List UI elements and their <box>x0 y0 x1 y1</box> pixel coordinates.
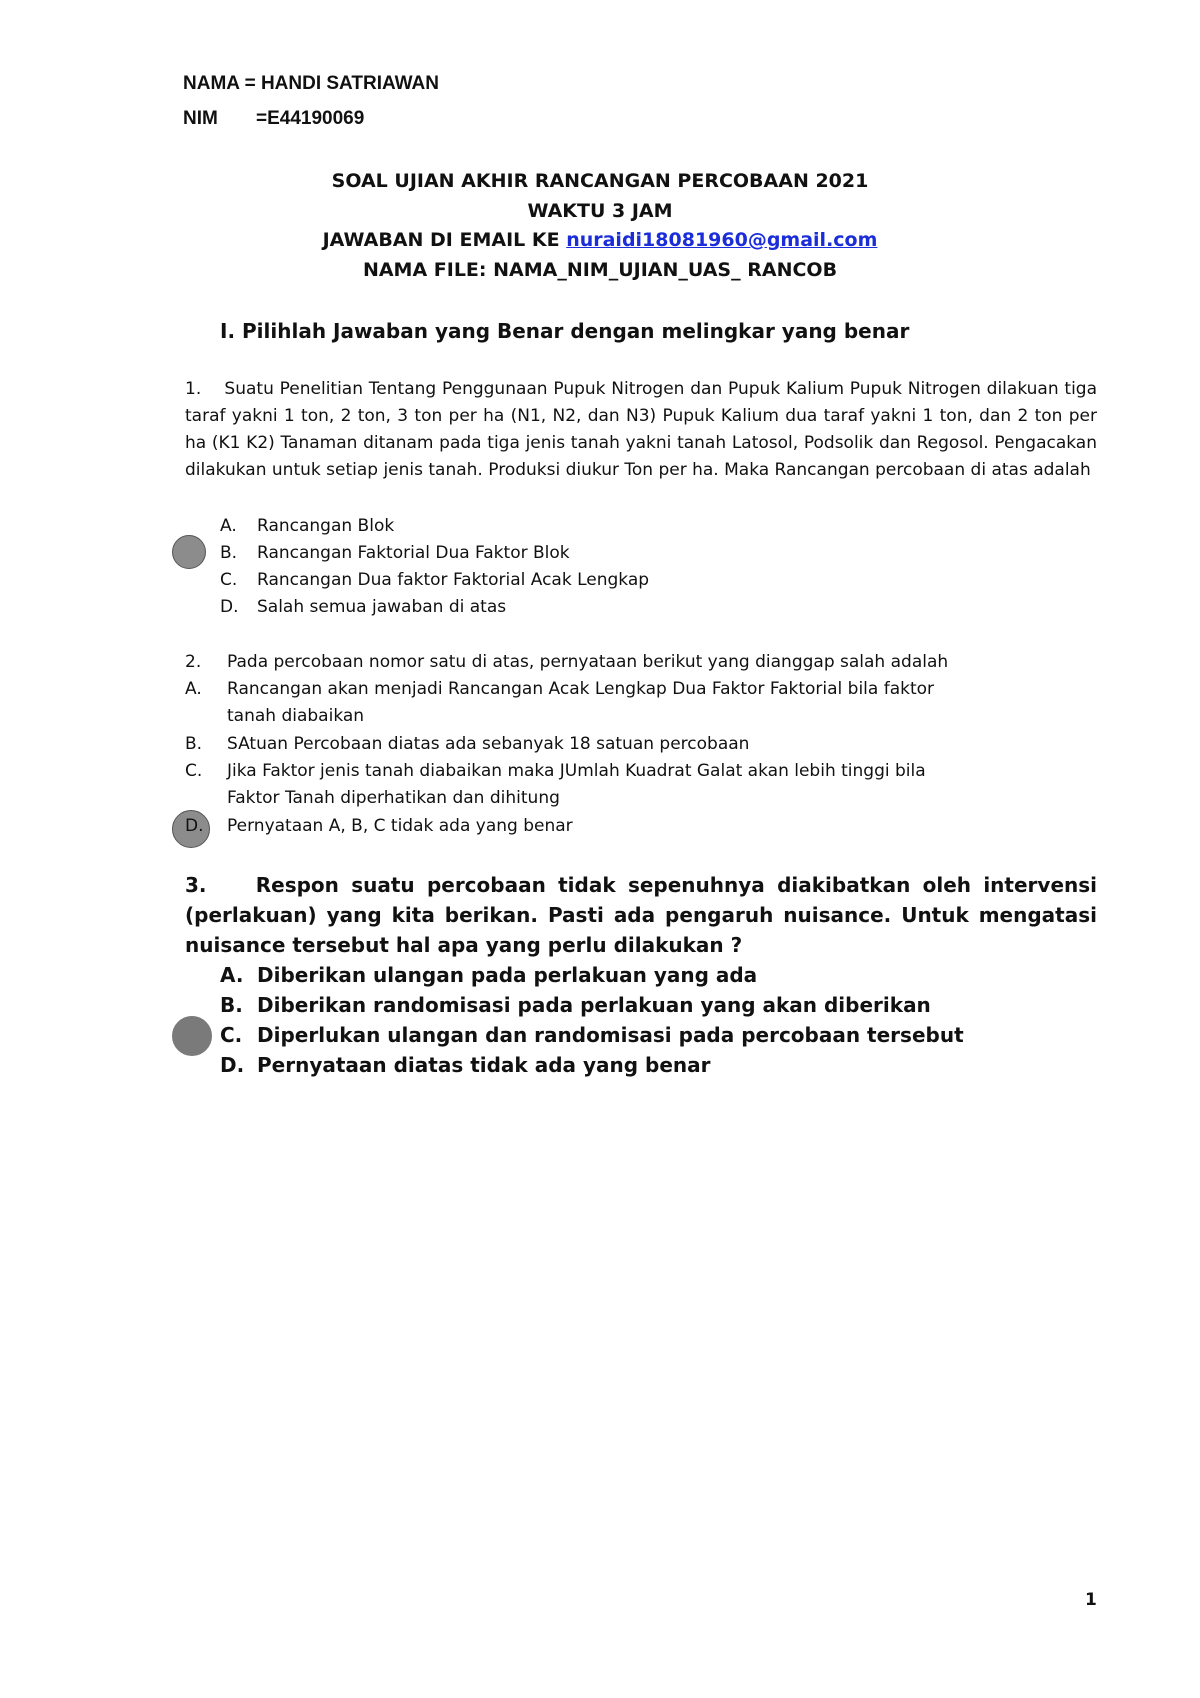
option-3a[interactable] <box>220 960 1100 990</box>
option-letter: A. <box>220 963 244 987</box>
question-text: Respon suatu percobaan tidak sepenuhnya diakibatkan oleh intervensi (perlakuan) yang kita berikan. Pasti ada pengaruh nuisance. Untuk mengatasi nuisance tersebut hal apa yang perlu dilakukan ? <box>185 873 1098 957</box>
option-text: Pernyataan A, B, C tidak ada yang benar <box>227 816 573 836</box>
option-letter: D. <box>220 1053 245 1077</box>
student-nim-label: NIM <box>183 108 218 129</box>
page-number: 1 <box>1085 1590 1097 1610</box>
file-name-instruction: NAMA FILE: NAMA_NIM_UJIAN_UAS_ RANCOB <box>362 259 838 281</box>
option-text: SAtuan Percobaan diatas ada sebanyak 18 satuan percobaan <box>227 734 750 754</box>
option-3d[interactable] <box>220 1050 1100 1080</box>
option-text: Pernyataan diatas tidak ada yang benar <box>257 1053 711 1077</box>
student-nim-value: =E44190069 <box>256 108 365 129</box>
option-text: Diperlukan ulangan dan randomisasi pada percobaan tersebut <box>257 1023 964 1047</box>
option-text-continued: Faktor Tanah diperhatikan dan dihitung <box>227 788 560 808</box>
option-letter: B. <box>220 993 243 1017</box>
option-letter: D. <box>220 597 239 617</box>
exam-title: SOAL UJIAN AKHIR RANCANGAN PERCOBAAN 2021 <box>331 170 869 192</box>
option-3b[interactable] <box>220 990 1100 1020</box>
question-number: 3. <box>185 873 207 897</box>
option-text: Rancangan Blok <box>257 516 395 536</box>
option-letter: A. <box>220 516 237 536</box>
answer-mark-circle[interactable] <box>172 535 206 569</box>
option-1a[interactable] <box>220 513 1020 540</box>
exam-time: WAKTU 3 JAM <box>527 200 673 222</box>
option-3c[interactable] <box>220 1020 1100 1050</box>
option-letter: B. <box>220 543 238 563</box>
option-text: Rancangan akan menjadi Rancangan Acak Lengkap Dua Faktor Faktorial bila faktor <box>227 679 935 699</box>
option-text: Rancangan Dua faktor Faktorial Acak Lengkap <box>257 570 650 590</box>
option-text: Diberikan randomisasi pada perlakuan yang akan diberikan <box>257 993 931 1017</box>
answer-mark-circle[interactable] <box>172 1016 212 1056</box>
student-name: NAMA = HANDI SATRIAWAN <box>183 73 439 94</box>
question-number: 1. <box>185 379 202 399</box>
question-text: Pada percobaan nomor satu di atas, pernyataan berikut yang dianggap salah adalah <box>227 652 949 672</box>
option-text: Jika Faktor jenis tanah diabaikan maka JUmlah Kuadrat Galat akan lebih tinggi bila <box>227 761 926 781</box>
question-1 <box>185 376 1097 484</box>
option-letter: C. <box>220 570 238 590</box>
email-prefix: JAWABAN DI EMAIL KE <box>322 229 567 251</box>
option-1d[interactable] <box>220 594 1020 621</box>
option-2c[interactable] <box>185 758 1085 812</box>
email-line <box>0 229 1200 251</box>
option-text-continued: tanah diabaikan <box>227 706 365 726</box>
section-title: I. Pilihlah Jawaban yang Benar dengan melingkar yang benar <box>220 319 910 343</box>
option-2b[interactable] <box>185 731 1085 758</box>
email-link[interactable]: nuraidi18081960@gmail.com <box>566 229 878 251</box>
option-text: Diberikan ulangan pada perlakuan yang ada <box>257 963 758 987</box>
option-letter: A. <box>185 679 202 699</box>
option-2a[interactable] <box>185 676 1085 730</box>
question-number: 2. <box>185 652 202 672</box>
question-3 <box>185 870 1097 960</box>
option-1b[interactable] <box>220 540 1020 567</box>
option-letter: C. <box>185 761 203 781</box>
option-letter: D. <box>185 816 204 836</box>
option-1c[interactable] <box>220 567 1020 594</box>
question-2 <box>185 649 1085 676</box>
option-text: Rancangan Faktorial Dua Faktor Blok <box>257 543 570 563</box>
option-letter: B. <box>185 734 203 754</box>
option-letter: C. <box>220 1023 243 1047</box>
option-text: Salah semua jawaban di atas <box>257 597 507 617</box>
question-text: Suatu Penelitian Tentang Penggunaan Pupuk Nitrogen dan Pupuk Kalium Pupuk Nitrogen dilakuan tiga taraf yakni 1 ton, 2 ton, 3 ton per ha (N1, N2, dan N3) Pupuk Kalium dua taraf yakni 1 ton, dan 2 ton per ha (K1 K2) Tanaman ditanam pada tiga jenis tanah yakni tanah Latosol, Podsolik dan Regosol. Pengacakan dilakukan untuk setiap jenis tanah. Produksi diukur Ton per ha. Maka Rancangan percobaan di atas adalah <box>185 379 1098 480</box>
option-2d[interactable] <box>185 813 1085 840</box>
